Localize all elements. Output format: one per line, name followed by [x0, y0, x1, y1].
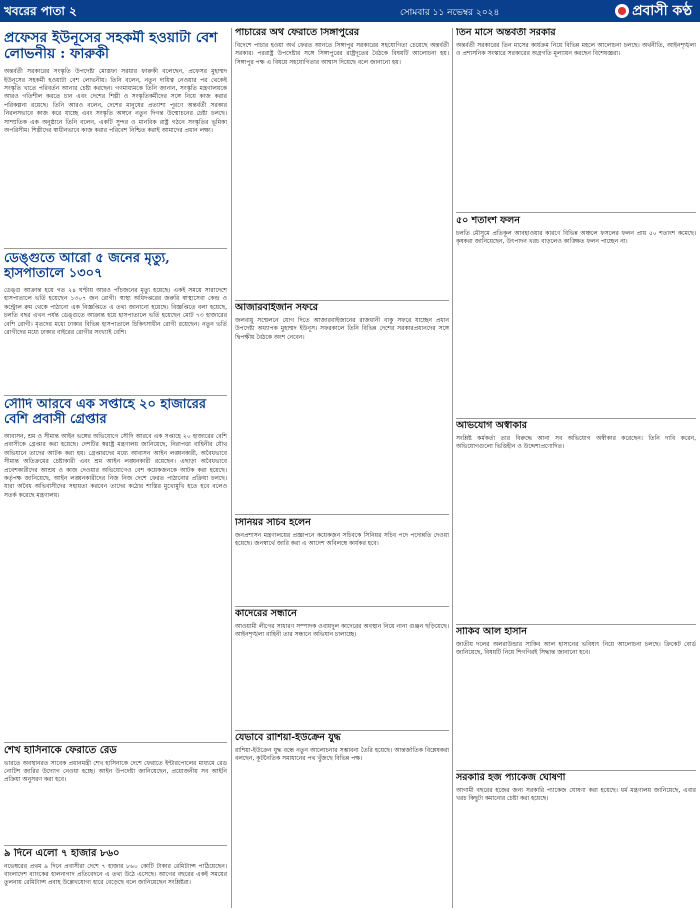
headline: সিনিয়র সচিব হলেন [235, 518, 311, 528]
story-body: রাশিয়া-ইউক্রেন যুদ্ধ বন্ধে নতুন আলোচনার সম্ভাবনা তৈরি হয়েছে। আন্তর্জাতিক বিশ্লেষকরা বলছেন, কূটনৈতিক সমাধানের পথ খুঁজছে বিভিন্ন পক্ষ। [235, 746, 449, 763]
story-body: ডেঙ্গু আক্রান্ত হয়ে গত ২৪ ঘণ্টায় আরও পাঁচজনের মৃত্যু হয়েছে। একই সময়ে সারাদেশে হাসপাতালে ভর্তি হয়েছেন ১৩০৭ জন রোগী। স্বাস্থ্য অধিদপ্তরের জরুরি স্বাস্থ্যসেবা কেন্দ্র ও কন্ট্রোল রুম থেকে পাঠানো এক বিজ্ঞপ্তিতে এ তথ্য জানানো হয়েছে। বিজ্ঞপ্তিতে বলা হয়েছে, চলতি বছর এখন পর্যন্ত ডেঙ্গুতে আক্রান্ত হয়ে হাসপাতালে ভর্তি হয়েছেন মোট ৭৩ হাজারের বেশি রোগী। মৃতদের মধ্যে ঢাকার বিভিন্ন হাসপাতালে চিকিৎসাধীন রোগী রয়েছেন। নতুন ভর্তি রোগীদের মধ্যে ঢাকার বাইরের রোগীর সংখ্যাই বেশি। [4, 286, 227, 336]
story-body: সংশ্লিষ্ট কর্মকর্তা তার বিরুদ্ধে আনা সব অভিযোগ অস্বীকার করেছেন। তিনি দাবি করেন, অভিযোগগুলো ভিত্তিহীন ও উদ্দেশ্যপ্রণোদিত। [456, 434, 696, 451]
story-body: জনপ্রশাসন মন্ত্রণালয়ের প্রজ্ঞাপনে কয়েকজন সচিবকে সিনিয়র সচিব পদে পদোন্নতি দেওয়া হয়েছে। জনস্বার্থে জারি করা এ আদেশ অবিলম্বে কার্যকর হবে। [235, 531, 449, 548]
story-fifty [456, 216, 696, 416]
story-body: আবাসন, শ্রম ও সীমান্ত আইন ভঙ্গের অভিযোগে সৌদি আরবে এক সপ্তাহে ২০ হাজারের বেশি প্রবাসীকে গ্রেপ্তার করা হয়েছে। দেশটির স্বরাষ্ট্র মন্ত্রণালয় জানিয়েছে, নিরাপত্তা বাহিনীর যৌথ অভিযানে তাদের আটক করা হয়। গ্রেপ্তারদের মধ্যে আবাসন আইন লঙ্ঘনকারী, অবৈধভাবে সীমান্ত অতিক্রমের চেষ্টাকারী এবং শ্রম আইন লঙ্ঘনকারী রয়েছেন। এছাড়া অবৈধভাবে প্রবেশকারীদের আশ্রয় ও কাজ দেওয়ার অভিযোগেও বেশ কয়েকজনকে আটক করা হয়েছে। কর্তৃপক্ষ জানিয়েছে, আইন লঙ্ঘনকারীদের নিজ নিজ দেশে ফেরত পাঠানোর প্রক্রিয়া চলছে। যারা অবৈধ অভিবাসীদের সহায়তা করবেন তাদের কঠোর শাস্তির মুখোমুখি হতে হবে বলেও সতর্ক করেছে মন্ত্রণালয়। [4, 432, 227, 499]
headline: সরকারি হজ প্যাকেজ ঘোষণা [456, 773, 566, 783]
headline: ডেঙ্গুতে আরো ৫ জনের মৃত্যু, হাসপাতালে ১৩০৭ [4, 252, 170, 281]
divider [456, 624, 696, 625]
headline: যেভাবে রাশিয়া-ইউক্রেন যুদ্ধ [235, 733, 341, 743]
headline: প্রফেসর ইউনূসের সহকর্মী হওয়াটা বেশ লোভনীয় : ফারুকী [4, 30, 218, 63]
page-header [0, 0, 700, 22]
logo-icon [615, 4, 629, 18]
headline: ৯ দিনে এলো ৭ হাজার ৮৬০ [4, 848, 120, 859]
story-secretary [235, 518, 449, 604]
story-body: অন্তর্বর্তী সরকারের তিন মাসের কার্যক্রম নিয়ে বিভিন্ন মহলে আলোচনা চলছে। অর্থনীতি, আইনশৃঙ্খলা ও প্রশাসনিক সংস্কারে সরকারের অগ্রগতি মূল্যায়ন করছেন বিশেষজ্ঞরা। [456, 41, 696, 58]
story-body: অন্তর্বর্তী সরকারের সংস্কৃতি উপদেষ্টা মোস্তফা সরয়ার ফারুকী বলেছেন, প্রফেসর মুহাম্মদ ইউনূসের সহকর্মী হওয়াটা বেশ লোভনীয়। তিনি বলেন, নতুন দায়িত্ব নেওয়ার পর থেকেই সংস্কৃতি খাতে পরিবর্তন আনার চেষ্টা করছেন। গণমাধ্যমকে তিনি জানান, সংস্কৃতি মন্ত্রণালয়কে আরও গতিশীল করতে চান এবং দেশের শিল্পী ও সংস্কৃতিকর্মীদের সঙ্গে নিয়ে কাজ করার পরিকল্পনা রয়েছে। তিনি আরও বলেন, দেশের মানুষের প্রত্যাশা পূরণে অন্তর্বর্তী সরকার নিরলসভাবে কাজ করে যাচ্ছে এবং সংস্কৃতি অঙ্গনে নতুন দিগন্ত উন্মোচনের চেষ্টা চলছে। সাম্প্রতিক এক অনুষ্ঠানে তিনি বলেন, একটি সুন্দর ও মানবিক রাষ্ট্র গঠনে সংস্কৃতির ভূমিকা অপরিসীম। শিল্পীদের স্বাধীনভাবে কাজ করার পরিবেশ নিশ্চিত করাই আমাদের প্রধান লক্ষ্য। [4, 68, 227, 135]
divider [235, 300, 449, 301]
story-body: জাতীয় দলের অলরাউন্ডার সাকিব আল হাসানের ভবিষ্যৎ নিয়ে আলোচনা চলছে। ক্রিকেট বোর্ড জানিয়েছে, বিষয়টি নিয়ে শিগগিরই সিদ্ধান্ত জানানো হবে। [456, 640, 696, 657]
divider [4, 742, 227, 743]
divider [4, 395, 227, 396]
story-shakib [456, 627, 696, 767]
headline: তিন মাসে অন্তর্বর্তী সরকার [456, 28, 556, 38]
story-body: নভেম্বরের প্রথম ৯ দিনে প্রবাসীরা দেশে ৭ হাজার ৮৬০ কোটি টাকার রেমিট্যান্স পাঠিয়েছেন। বাংলাদেশ ব্যাংকের হালনাগাদ প্রতিবেদনে এ তথ্য উঠে এসেছে। আগের বছরের একই সময়ের তুলনায় রেমিট্যান্স প্রবাহ উল্লেখযোগ্য হারে বেড়েছে বলে জানিয়েছেন সংশ্লিষ্টরা। [4, 862, 227, 887]
story-singapore [235, 28, 449, 298]
story-dengue [4, 252, 227, 392]
headline: শেখ হাসিনাকে ফেরাতে রেড [4, 745, 117, 756]
column-rule [452, 28, 453, 908]
headline: পাচারের অর্থ ফেরাতে সিঙ্গাপুরের [235, 28, 360, 38]
divider [456, 212, 696, 213]
headline: ৫০ শতাংশ ফলন [456, 216, 520, 226]
divider [456, 770, 696, 771]
divider [235, 730, 449, 731]
story-body: আওয়ামী লীগের সাধারণ সম্পাদক ওবায়দুল কাদেরের অবস্থান নিয়ে নানা গুঞ্জন ছড়িয়েছে। আইনশৃঙ্খলা বাহিনী তার সন্ধানে অভিযান চালাচ্ছে। [235, 622, 449, 639]
story-azerbaijan [235, 303, 449, 511]
divider [4, 248, 227, 249]
headline: সৌদি আরবে এক সপ্তাহে ২০ হাজারের বেশি প্রবাসী গ্রেপ্তার [4, 398, 207, 427]
masthead-logo [615, 1, 692, 21]
story-denial [456, 421, 696, 621]
story-yunus [4, 30, 227, 245]
story-govt3 [456, 28, 696, 210]
story-kader [235, 609, 449, 729]
story-ukraine [235, 733, 449, 908]
story-hajj [456, 773, 696, 908]
section-title: খবরের পাতা ২ [4, 4, 77, 18]
story-body: আগামী বছরের হজের জন্য সরকারি প্যাকেজ ঘোষণা করা হয়েছে। ধর্ম মন্ত্রণালয় জানিয়েছে, এবার খরচ কিছুটা কমানোর চেষ্টা করা হয়েছে। [456, 786, 696, 803]
headline: আজারবাইজান সফরে [235, 303, 319, 313]
story-body: চলতি মৌসুমে প্রতিকূল আবহাওয়ার কারণে বিভিন্ন অঞ্চলে ফসলের ফলন প্রায় ৫০ শতাংশ কমেছে। কৃষকরা জানিয়েছেন, উৎপাদন খরচ বাড়লেও কাঙ্ক্ষিত ফলন পাচ্ছেন না। [456, 229, 696, 246]
story-body: জলবায়ু সম্মেলনে যোগ দিতে আজারবাইজানের রাজধানী বাকু সফরে যাচ্ছেন প্রধান উপদেষ্টা অধ্যাপক মুহাম্মদ ইউনূস। সফরকালে তিনি বিভিন্ন দেশের সরকারপ্রধানদের সঙ্গে দ্বিপক্ষীয় বৈঠকে অংশ নেবেন। [235, 316, 449, 341]
headline: সাকিব আল হাসান [456, 627, 527, 637]
brand-name: প্রবাসী কণ্ঠ [632, 3, 692, 19]
story-body: বিদেশে পাচার হওয়া অর্থ ফেরত আনতে সিঙ্গাপুর সরকারের সহযোগিতা চেয়েছে অন্তর্বর্তী সরকার। পররাষ্ট্র উপদেষ্টার সঙ্গে সিঙ্গাপুরের রাষ্ট্রদূতের বৈঠকে বিষয়টি আলোচনা হয়। সিঙ্গাপুর পক্ষ এ বিষয়ে সহযোগিতার আশ্বাস দিয়েছে বলে জানানো হয়। [235, 41, 449, 66]
headline: কাদেরের সন্ধানে [235, 609, 297, 619]
divider [4, 845, 227, 846]
story-body: ভারতে অবস্থানরত সাবেক প্রধানমন্ত্রী শেখ হাসিনাকে দেশে ফেরাতে ইন্টারপোলের মাধ্যমে রেড নোটিশ জারির উদ্যোগ নেওয়া হচ্ছে। আইন উপদেষ্টা জানিয়েছেন, প্রয়োজনীয় সব আইনি প্রক্রিয়া অনুসরণ করা হবে। [4, 759, 227, 784]
divider [235, 606, 449, 607]
story-saudi [4, 398, 227, 740]
divider [456, 418, 696, 419]
story-hasina [4, 745, 227, 843]
divider [235, 514, 449, 515]
column-rule [231, 28, 232, 908]
issue-date: সোমবার ১১ নভেম্বর ২০২৪ [400, 8, 500, 18]
story-ninedays [4, 848, 227, 908]
headline: অভিযোগ অস্বীকার [456, 421, 527, 431]
